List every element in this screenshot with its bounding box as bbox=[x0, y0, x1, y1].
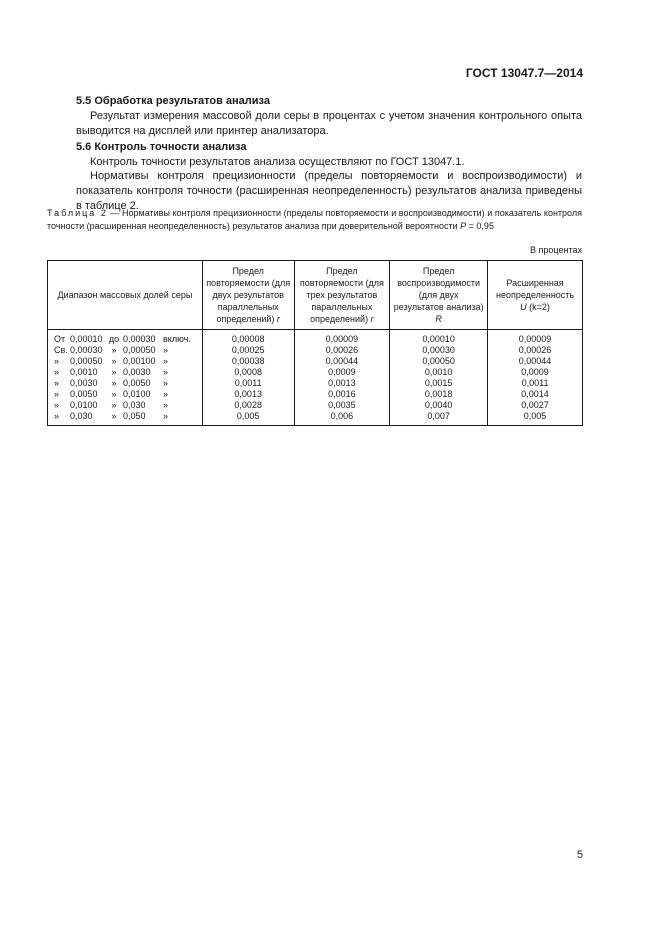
repeatability-three-cell: 0,0013 bbox=[294, 378, 390, 389]
section-5-5-heading: 5.5 Обработка результатов анализа bbox=[76, 95, 270, 107]
header-repeatability-three: Предел повторяемости (для трех результатов параллельных определений) r bbox=[294, 261, 390, 330]
uncertainty-cell: 0,0011 bbox=[488, 378, 583, 389]
uncertainty-cell: 0,00026 bbox=[488, 345, 583, 356]
table-caption-p-value: = 0,95 bbox=[466, 221, 494, 231]
section-5-6-text-2: Нормативы контроля прецизионности (пределы повторяемости и воспроизводимости) и показатель контроля точности (расширенная неопределенность) результатов анализа приведены в таблице 2. bbox=[76, 170, 582, 212]
uncertainty-cell: 0,0027 bbox=[488, 400, 583, 411]
table-row bbox=[48, 400, 583, 411]
reproducibility-cell: 0,0010 bbox=[390, 367, 488, 378]
range-cell: » 0,0030 » 0,0050 » bbox=[48, 378, 203, 389]
repeatability-three-cell: 0,006 bbox=[294, 411, 390, 426]
range-cell: Св. 0,00030 » 0,00050 » bbox=[48, 345, 203, 356]
repeatability-two-cell: 0,00038 bbox=[202, 356, 294, 367]
range-cell: » 0,0100 » 0,030 » bbox=[48, 400, 203, 411]
range-cell: » 0,0050 » 0,0100 » bbox=[48, 389, 203, 400]
reproducibility-cell: 0,0018 bbox=[390, 389, 488, 400]
section-5-6-heading: 5.6 Контроль точности анализа bbox=[76, 141, 247, 153]
table-row bbox=[48, 356, 583, 367]
reproducibility-cell: 0,007 bbox=[390, 411, 488, 426]
table-row bbox=[48, 330, 583, 346]
section-5-5-text: Результат измерения массовой доли серы в процентах с учетом значения контрольного опыта выводится на дисплей или принтер анализатора. bbox=[76, 110, 582, 137]
uncertainty-cell: 0,00044 bbox=[488, 356, 583, 367]
repeatability-two-cell: 0,0013 bbox=[202, 389, 294, 400]
table-row bbox=[48, 389, 583, 400]
table-row bbox=[48, 378, 583, 389]
table-row bbox=[48, 345, 583, 356]
repeatability-three-cell: 0,0016 bbox=[294, 389, 390, 400]
reproducibility-cell: 0,0040 bbox=[390, 400, 488, 411]
table-caption-lead: Таблица 2 bbox=[47, 208, 108, 218]
repeatability-two-cell: 0,005 bbox=[202, 411, 294, 426]
uncertainty-cell: 0,00009 bbox=[488, 330, 583, 346]
header-uncertainty: Расширенная неопределенность U (k=2) bbox=[488, 261, 583, 330]
repeatability-three-cell: 0,00026 bbox=[294, 345, 390, 356]
document-id: ГОСТ 13047.7—2014 bbox=[465, 66, 583, 80]
unit-note: В процентах bbox=[530, 245, 582, 255]
repeatability-two-cell: 0,0011 bbox=[202, 378, 294, 389]
uncertainty-cell: 0,005 bbox=[488, 411, 583, 426]
reproducibility-cell: 0,00030 bbox=[390, 345, 488, 356]
page-number: 5 bbox=[576, 849, 583, 861]
range-cell: » 0,030 » 0,050 » bbox=[48, 411, 203, 426]
repeatability-three-cell: 0,0009 bbox=[294, 367, 390, 378]
header-reproducibility: Предел воспроизводимости (для двух результатов анализа) R bbox=[390, 261, 488, 330]
reproducibility-cell: 0,00050 bbox=[390, 356, 488, 367]
range-cell: » 0,0010 » 0,0030 » bbox=[48, 367, 203, 378]
repeatability-three-cell: 0,00009 bbox=[294, 330, 390, 346]
reproducibility-cell: 0,0015 bbox=[390, 378, 488, 389]
uncertainty-cell: 0,0014 bbox=[488, 389, 583, 400]
table-row bbox=[48, 411, 583, 426]
section-5-6-text-1: Контроль точности результатов анализа осуществляют по ГОСТ 13047.1. bbox=[90, 156, 465, 168]
table-header-row bbox=[48, 261, 583, 330]
repeatability-two-cell: 0,0008 bbox=[202, 367, 294, 378]
table-caption bbox=[47, 207, 582, 233]
uncertainty-cell: 0,0009 bbox=[488, 367, 583, 378]
repeatability-two-cell: 0,00008 bbox=[202, 330, 294, 346]
precision-table bbox=[47, 260, 583, 426]
repeatability-two-cell: 0,0028 bbox=[202, 400, 294, 411]
repeatability-three-cell: 0,0035 bbox=[294, 400, 390, 411]
header-range: Диапазон массовых долей серы bbox=[48, 261, 203, 330]
repeatability-two-cell: 0,00025 bbox=[202, 345, 294, 356]
table-row bbox=[48, 367, 583, 378]
range-cell: » 0,00050 » 0,00100 » bbox=[48, 356, 203, 367]
table-caption-text: — Нормативы контроля прецизионности (пределы повторяемости и воспроизводимости) и показатель контроля точности (расширенная неопределенность) результатов анализа при доверительной вероятности bbox=[47, 208, 582, 231]
header-repeatability-two: Предел повторяемости (для двух результатов параллельных определений) r bbox=[202, 261, 294, 330]
table-caption-p-symbol: P bbox=[460, 221, 467, 231]
reproducibility-cell: 0,00010 bbox=[390, 330, 488, 346]
range-cell: От 0,00010 до 0,00030 включ. bbox=[48, 330, 203, 346]
repeatability-three-cell: 0,00044 bbox=[294, 356, 390, 367]
